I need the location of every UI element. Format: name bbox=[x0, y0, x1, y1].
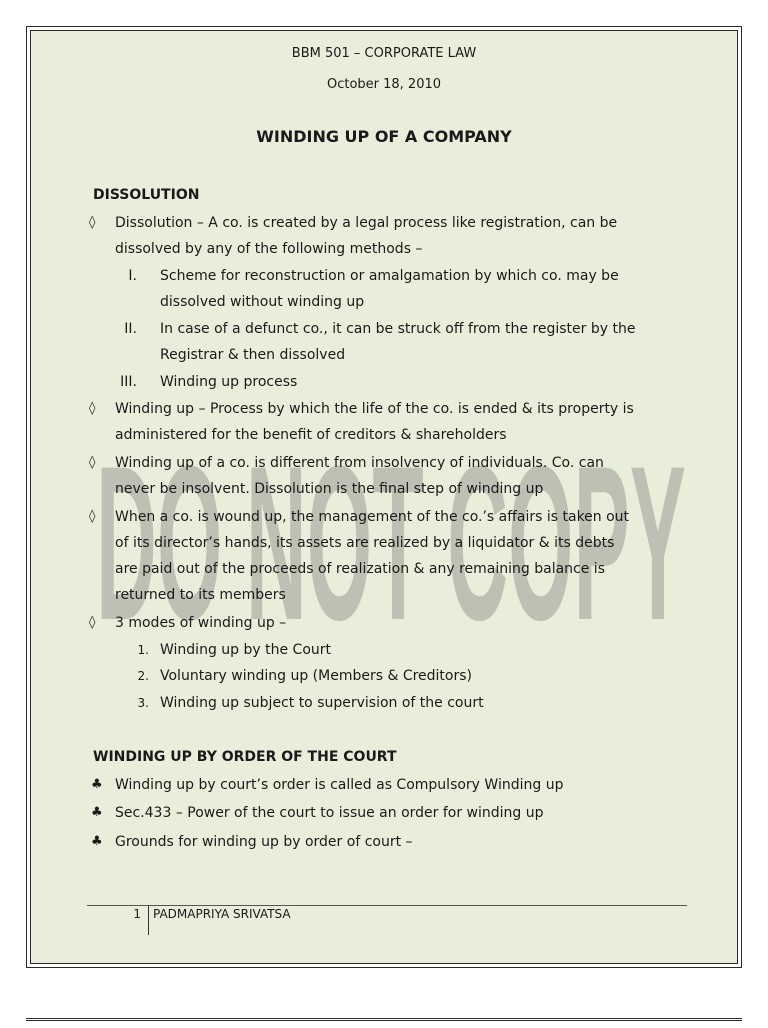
document-title: WINDING UP OF A COMPANY bbox=[256, 127, 512, 146]
course-header: BBM 501 – CORPORATE LAW bbox=[291, 46, 477, 61]
footer-separator bbox=[148, 905, 149, 935]
list-number: 3. bbox=[137, 696, 149, 710]
section-heading-court-order: WINDING UP BY ORDER OF THE COURT bbox=[93, 749, 397, 765]
roman-numeral: III. bbox=[120, 374, 137, 390]
document-page bbox=[26, 26, 742, 968]
list-item-line: Voluntary winding up (Members & Creditors) bbox=[160, 668, 472, 684]
list-item-line: Winding up process bbox=[160, 374, 298, 390]
next-page-edge bbox=[26, 1018, 742, 1028]
list-item-line: Dissolution – A co. is created by a legal process like registration, can be bbox=[115, 215, 618, 231]
list-item-line: Scheme for reconstruction or amalgamation by which co. may be bbox=[160, 268, 619, 284]
list-item-line: Winding up of a co. is different from insolvency of individuals. Co. can bbox=[115, 455, 604, 471]
list-item-line: Sec.433 – Power of the court to issue an order for winding up bbox=[115, 805, 544, 821]
document-date: October 18, 2010 bbox=[326, 77, 442, 92]
list-item-line: Registrar & then dissolved bbox=[160, 347, 346, 363]
list-item-line: When a co. is wound up, the management of the co.’s affairs is taken out bbox=[115, 509, 630, 525]
club-bullet-icon: ♣ bbox=[91, 805, 103, 820]
footer-author: PADMAPRIYA SRIVATSA bbox=[153, 907, 291, 921]
list-item-line: never be insolvent. Dissolution is the final step of winding up bbox=[115, 481, 544, 497]
list-item-line: dissolved without winding up bbox=[160, 294, 365, 310]
diamond-bullet-icon: ◊ bbox=[89, 455, 96, 470]
list-item-line: returned to its members bbox=[115, 587, 286, 603]
list-item-line: 3 modes of winding up – bbox=[115, 615, 287, 631]
list-number: 1. bbox=[137, 643, 149, 657]
list-item-line: dissolved by any of the following methods – bbox=[115, 241, 423, 257]
list-item-line: In case of a defunct co., it can be struck off from the register by the bbox=[160, 321, 636, 337]
diamond-bullet-icon: ◊ bbox=[89, 615, 96, 630]
footer-rule bbox=[87, 905, 687, 906]
list-item-line: Winding up by the Court bbox=[160, 642, 332, 658]
list-item-line: Winding up – Process by which the life of the co. is ended & its property is bbox=[115, 401, 634, 417]
list-item-line: of its director’s hands, its assets are realized by a liquidator & its debts bbox=[115, 535, 615, 551]
roman-numeral: I. bbox=[128, 268, 137, 284]
diamond-bullet-icon: ◊ bbox=[89, 215, 96, 230]
list-item-line: are paid out of the proceeds of realization & any remaining balance is bbox=[115, 561, 605, 577]
list-item-line: Winding up subject to supervision of the court bbox=[160, 695, 484, 711]
club-bullet-icon: ♣ bbox=[91, 777, 103, 792]
club-bullet-icon: ♣ bbox=[91, 834, 103, 849]
diamond-bullet-icon: ◊ bbox=[89, 509, 96, 524]
watermark-text: DO NOT COPY bbox=[96, 423, 686, 633]
page-body bbox=[30, 30, 738, 964]
list-item-line: Grounds for winding up by order of court – bbox=[115, 834, 413, 850]
diamond-bullet-icon: ◊ bbox=[89, 401, 96, 416]
list-item-line: Winding up by court’s order is called as Compulsory Winding up bbox=[115, 777, 564, 793]
footer-page-number: 1 bbox=[133, 907, 141, 921]
roman-numeral: II. bbox=[124, 321, 137, 337]
section-heading-dissolution: DISSOLUTION bbox=[93, 187, 200, 203]
list-item-line: administered for the benefit of creditors & shareholders bbox=[115, 427, 507, 443]
list-number: 2. bbox=[137, 669, 149, 683]
